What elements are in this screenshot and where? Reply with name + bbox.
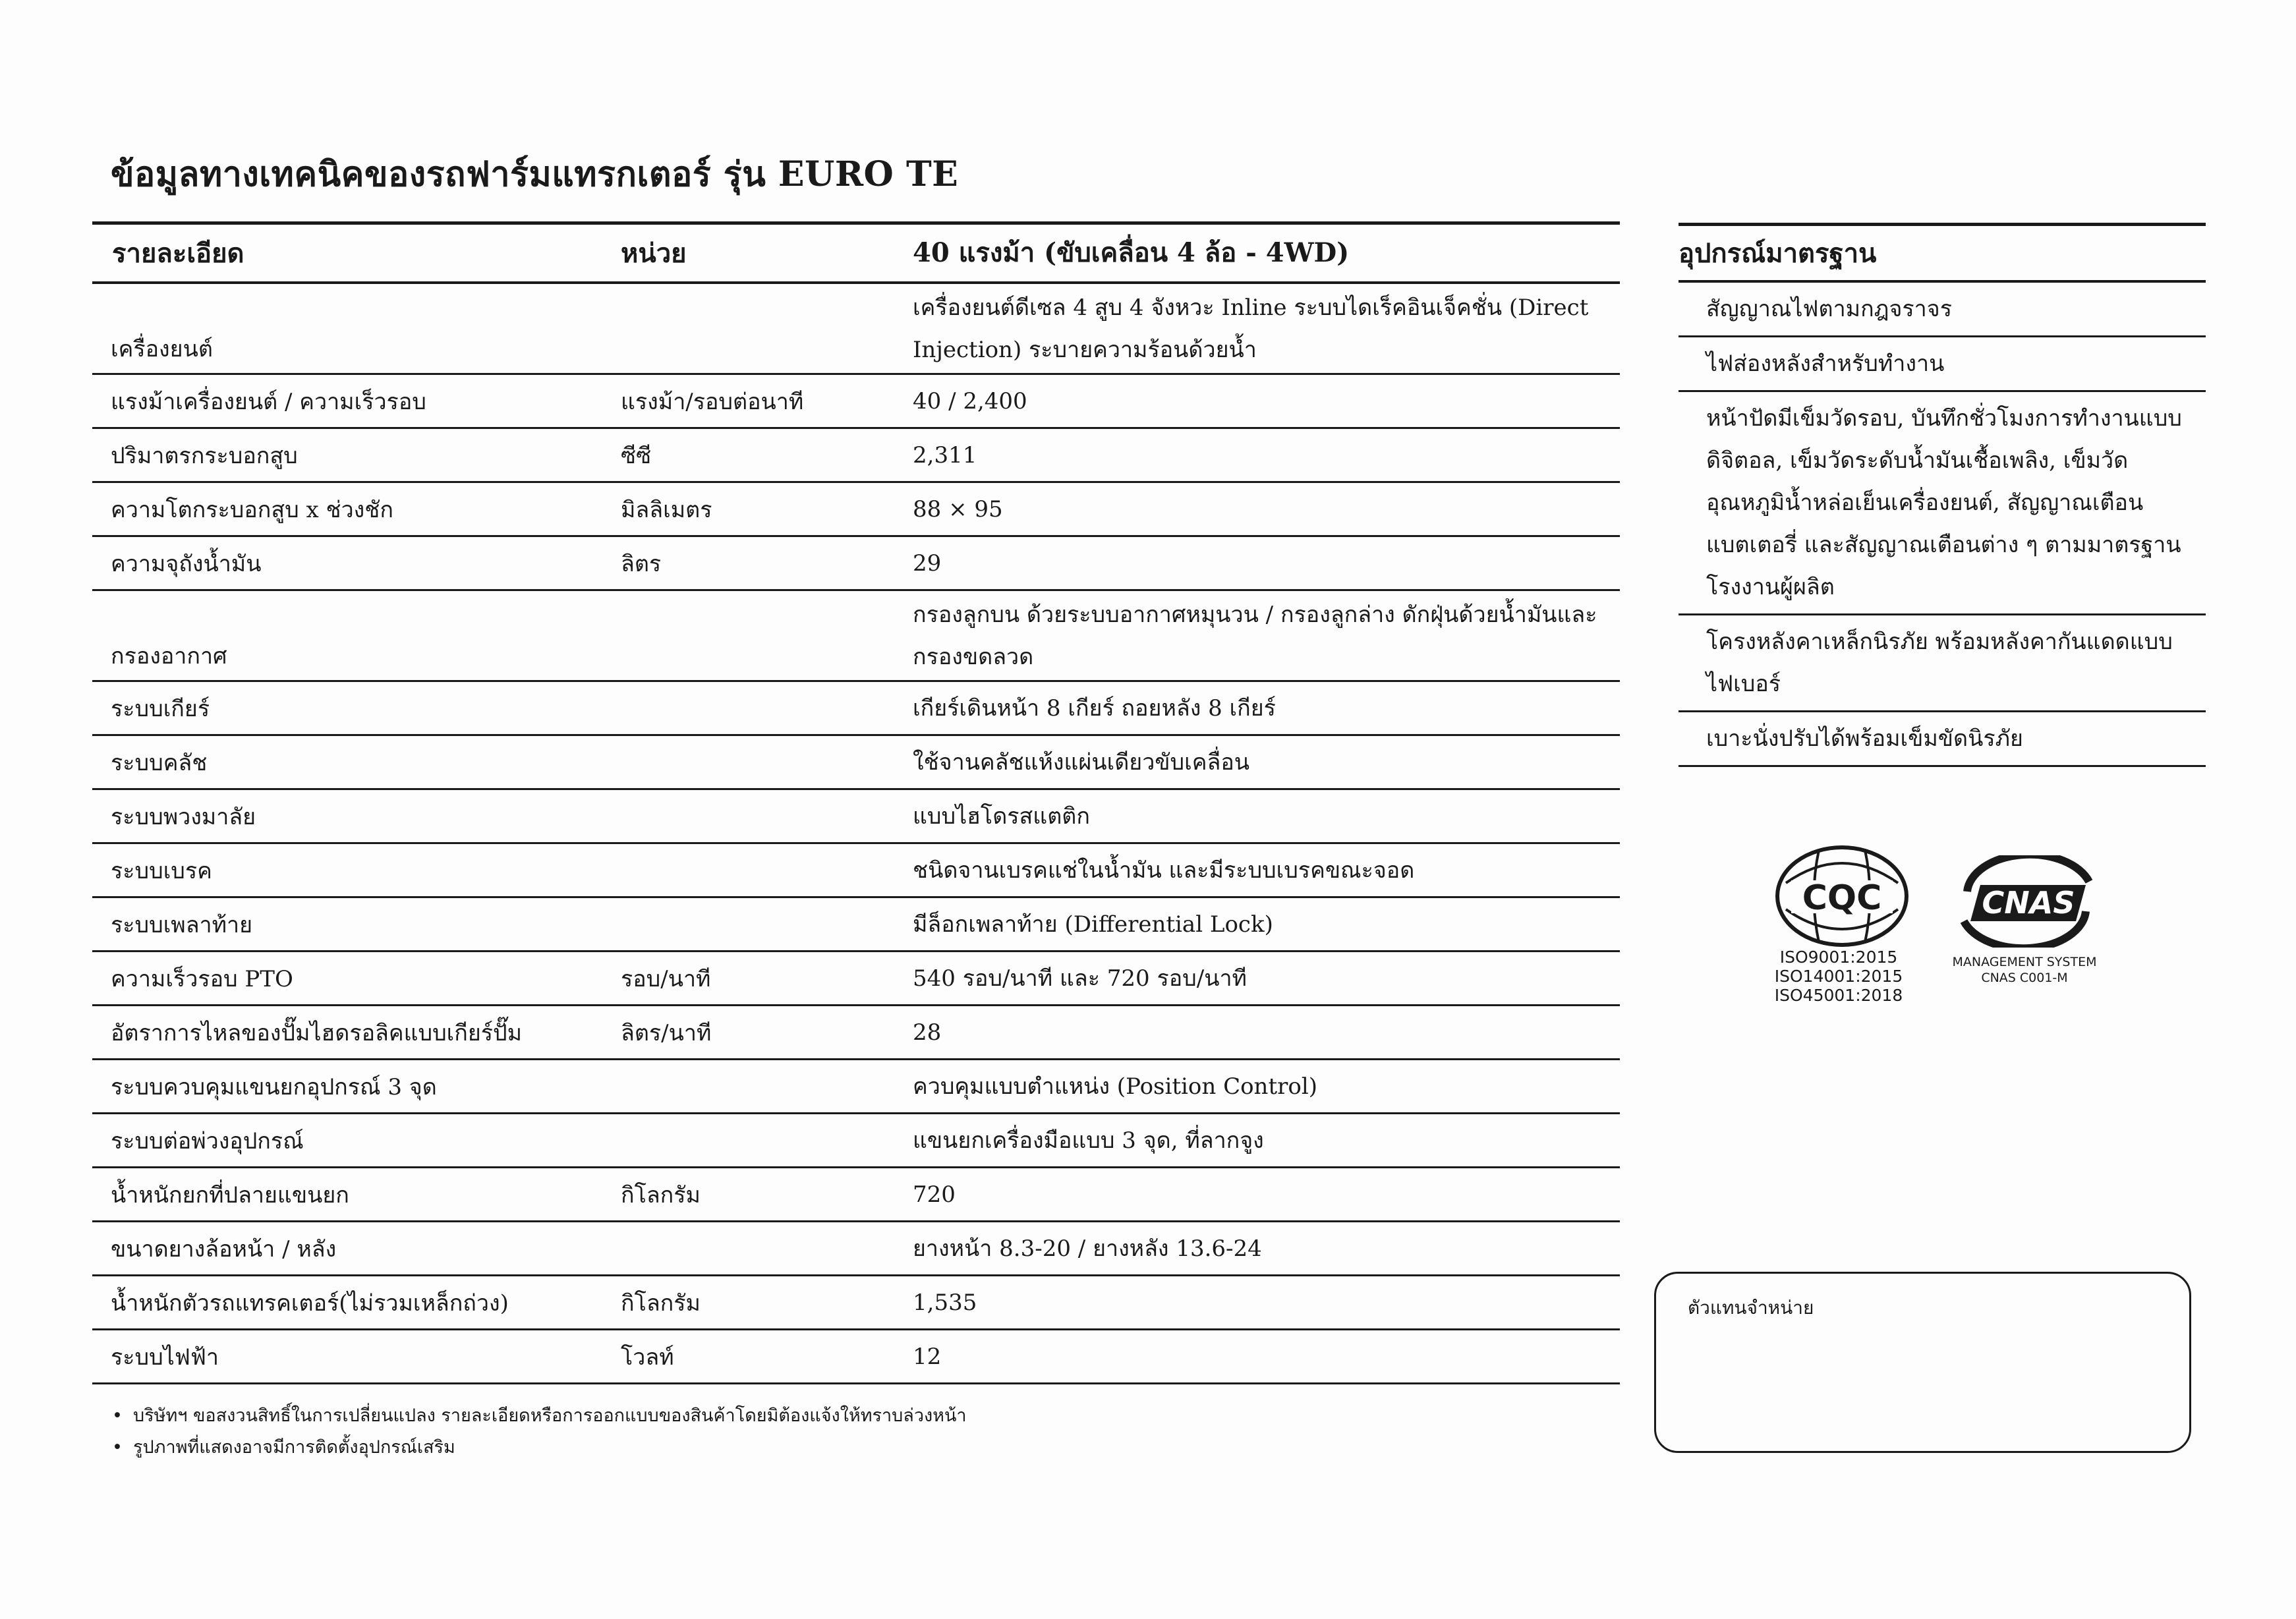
row-value: 28 xyxy=(913,1019,942,1046)
row-value: ชนิดจานเบรคแช่ในน้ำมัน และมีระบบเบรคขณะจอด xyxy=(913,857,1415,884)
row-detail: ระบบเกียร์ xyxy=(111,695,210,722)
footnote-text: รูปภาพที่แสดงอาจมีการติดตั้งอุปกรณ์เสริม xyxy=(133,1437,455,1458)
row-unit: กิโลกรัม xyxy=(621,1181,701,1208)
table-row xyxy=(92,284,1620,375)
header-detail: รายละเอียด xyxy=(112,238,244,269)
standard-equipment-title: อุปกรณ์มาตรฐาน xyxy=(1679,226,2206,283)
row-value: 540 รอบ/นาที และ 720 รอบ/นาที xyxy=(913,965,1247,992)
table-row xyxy=(92,952,1620,1006)
row-value: ยางหน้า 8.3-20 / ยางหลัง 13.6-24 xyxy=(913,1235,1262,1262)
iso-line: ISO9001:2015 xyxy=(1779,948,1898,967)
table-row xyxy=(92,682,1620,736)
row-detail: ระบบเพลาท้าย xyxy=(111,911,253,938)
row-unit: ลิตร xyxy=(621,550,662,577)
row-detail: ระบบเบรค xyxy=(111,857,212,884)
bullet-icon: • xyxy=(112,1437,123,1458)
table-row xyxy=(92,1222,1620,1276)
cnas-caption xyxy=(1926,954,2123,986)
equipment-item: เบาะนั่งปรับได้พร้อมเข็มขัดนิรภัย xyxy=(1679,712,2206,767)
row-value: เกียร์เดินหน้า 8 เกียร์ ถอยหลัง 8 เกียร์ xyxy=(913,695,1276,722)
iso-line: ISO45001:2018 xyxy=(1774,986,1903,1005)
equipment-item: สัญญาณไฟตามกฎจราจร xyxy=(1679,283,2206,337)
row-detail: ความเร็วรอบ PTO xyxy=(111,965,293,992)
table-row xyxy=(92,790,1620,844)
row-detail: ความโตกระบอกสูบ x ช่วงชัก xyxy=(111,496,393,523)
row-unit: ลิตร/นาที xyxy=(621,1019,712,1046)
row-value: 2,311 xyxy=(913,441,977,469)
row-detail: เครื่องยนต์ xyxy=(111,336,213,362)
row-value: แบบไฮโดรสแตติก xyxy=(913,803,1090,830)
row-value: เครื่องยนต์ดีเซล 4 สูบ 4 จังหวะ Inline ระบบไดเร็คอินเจ็คชั่น (Direct Injection) ระบายความร้อนด้วยน้ำ xyxy=(913,294,1589,363)
spec-table-header xyxy=(92,225,1620,284)
row-detail: แรงม้าเครื่องยนต์ / ความเร็วรอบ xyxy=(111,388,426,415)
row-detail: ระบบไฟฟ้า xyxy=(111,1344,219,1371)
footnote-item xyxy=(112,1400,967,1432)
row-detail: ระบบคลัช xyxy=(111,749,208,776)
iso-list xyxy=(1753,948,1924,1005)
footnote-text: บริษัทฯ ขอสงวนสิทธิ์ในการเปลี่ยนแปลง รายละเอียดหรือการออกแบบของสินค้าโดยมิต้องแจ้งให้ทราบล่วงหน้า xyxy=(133,1406,967,1426)
row-unit: ซีซี xyxy=(621,442,652,469)
row-value: แขนยกเครื่องมือแบบ 3 จุด, ที่ลากจูง xyxy=(913,1127,1264,1154)
equipment-item: โครงหลังคาเหล็กนิรภัย พร้อมหลังคากันแดดแบบไฟเบอร์ xyxy=(1679,615,2206,712)
table-row xyxy=(92,429,1620,483)
table-row xyxy=(92,375,1620,429)
cnas-logo-icon xyxy=(1941,855,2112,948)
table-row xyxy=(92,483,1620,537)
row-value: 29 xyxy=(913,550,942,577)
row-value: มีล็อกเพลาท้าย (Differential Lock) xyxy=(913,911,1273,938)
cqc-logo-icon xyxy=(1773,843,1911,949)
table-row xyxy=(92,736,1620,790)
table-row xyxy=(92,1114,1620,1168)
row-detail: ระบบต่อพ่วงอุปกรณ์ xyxy=(111,1127,304,1154)
row-detail: ระบบควบคุมแขนยกอุปกรณ์ 3 จุด xyxy=(111,1073,437,1100)
row-detail: ขนาดยางล้อหน้า / หลัง xyxy=(111,1236,337,1263)
row-unit: กิโลกรัม xyxy=(621,1290,701,1317)
row-detail: อัตราการไหลของปั๊มไฮดรอลิคแบบเกียร์ปั๊ม xyxy=(111,1019,523,1046)
row-value: 12 xyxy=(913,1343,942,1370)
page-title: ข้อมูลทางเทคนิคของรถฟาร์มแทรกเตอร์ รุ่น EURO TE xyxy=(111,154,959,194)
cnas-line: MANAGEMENT SYSTEM xyxy=(1952,955,2097,969)
row-detail: น้ำหนักยกที่ปลายแขนยก xyxy=(111,1181,349,1208)
row-value: กรองลูกบน ด้วยระบบอากาศหมุนวน / กรองลูกล่าง ดักฝุ่นด้วยน้ำมันและกรองขดลวด xyxy=(913,601,1597,670)
row-value: 720 xyxy=(913,1181,956,1208)
certification-logos xyxy=(1753,837,2122,1028)
row-value: 1,535 xyxy=(913,1289,977,1316)
row-detail: ระบบพวงมาลัย xyxy=(111,803,256,830)
row-unit: โวลท์ xyxy=(621,1344,674,1371)
table-row xyxy=(92,1006,1620,1060)
row-detail: ความจุถังน้ำมัน xyxy=(111,550,262,577)
row-unit: แรงม้า/รอบต่อนาที xyxy=(621,388,804,415)
header-value: 40 แรงม้า (ขับเคลื่อน 4 ล้อ - 4WD) xyxy=(913,237,1350,268)
table-row xyxy=(92,1168,1620,1222)
table-row xyxy=(92,844,1620,898)
row-detail: ปริมาตรกระบอกสูบ xyxy=(111,442,298,469)
table-row xyxy=(92,1330,1620,1384)
cqc-logo-text: CQC xyxy=(1802,878,1882,918)
dealer-label: ตัวแทนจำหน่าย xyxy=(1688,1297,1814,1319)
spec-table xyxy=(92,221,1620,1384)
row-unit: มิลลิเมตร xyxy=(621,496,712,523)
cnas-line: CNAS C001-M xyxy=(1981,971,2068,985)
equipment-item: หน้าปัดมีเข็มวัดรอบ, บันทึกชั่วโมงการทำงานแบบดิจิตอล, เข็มวัดระดับน้ำมันเชื้อเพลิง, เข็มวัดอุณหภูมิน้ำหล่อเย็นเครื่องยนต์, สัญญาณเตือนแบตเตอรี่ และสัญญาณเตือนต่าง ๆ ตามมาตรฐานโรงงานผู้ผลิต xyxy=(1679,392,2206,615)
bullet-icon: • xyxy=(112,1406,123,1426)
row-value: ควบคุมแบบตำแหน่ง (Position Control) xyxy=(913,1073,1317,1100)
row-unit: รอบ/นาที xyxy=(621,965,711,992)
row-value: 40 / 2,400 xyxy=(913,387,1027,414)
iso-line: ISO14001:2015 xyxy=(1774,967,1903,986)
footnote-item xyxy=(112,1432,967,1463)
row-value: 88 × 95 xyxy=(913,496,1003,523)
table-row xyxy=(92,591,1620,682)
cnas-logo-text: CNAS xyxy=(1982,885,2075,921)
row-detail: น้ำหนักตัวรถแทรคเตอร์(ไม่รวมเหล็กถ่วง) xyxy=(111,1290,509,1317)
table-row xyxy=(92,898,1620,952)
header-unit: หน่วย xyxy=(621,238,687,269)
row-detail: กรองอากาศ xyxy=(111,643,227,669)
standard-equipment-panel xyxy=(1679,223,2206,767)
table-row xyxy=(92,1060,1620,1114)
dealer-box xyxy=(1654,1272,2191,1453)
row-value: ใช้จานคลัชแห้งแผ่นเดียวขับเคลื่อน xyxy=(913,749,1249,776)
equipment-item: ไฟส่องหลังสำหรับทำงาน xyxy=(1679,337,2206,392)
table-row xyxy=(92,537,1620,591)
table-row xyxy=(92,1276,1620,1330)
footnotes xyxy=(112,1400,967,1463)
